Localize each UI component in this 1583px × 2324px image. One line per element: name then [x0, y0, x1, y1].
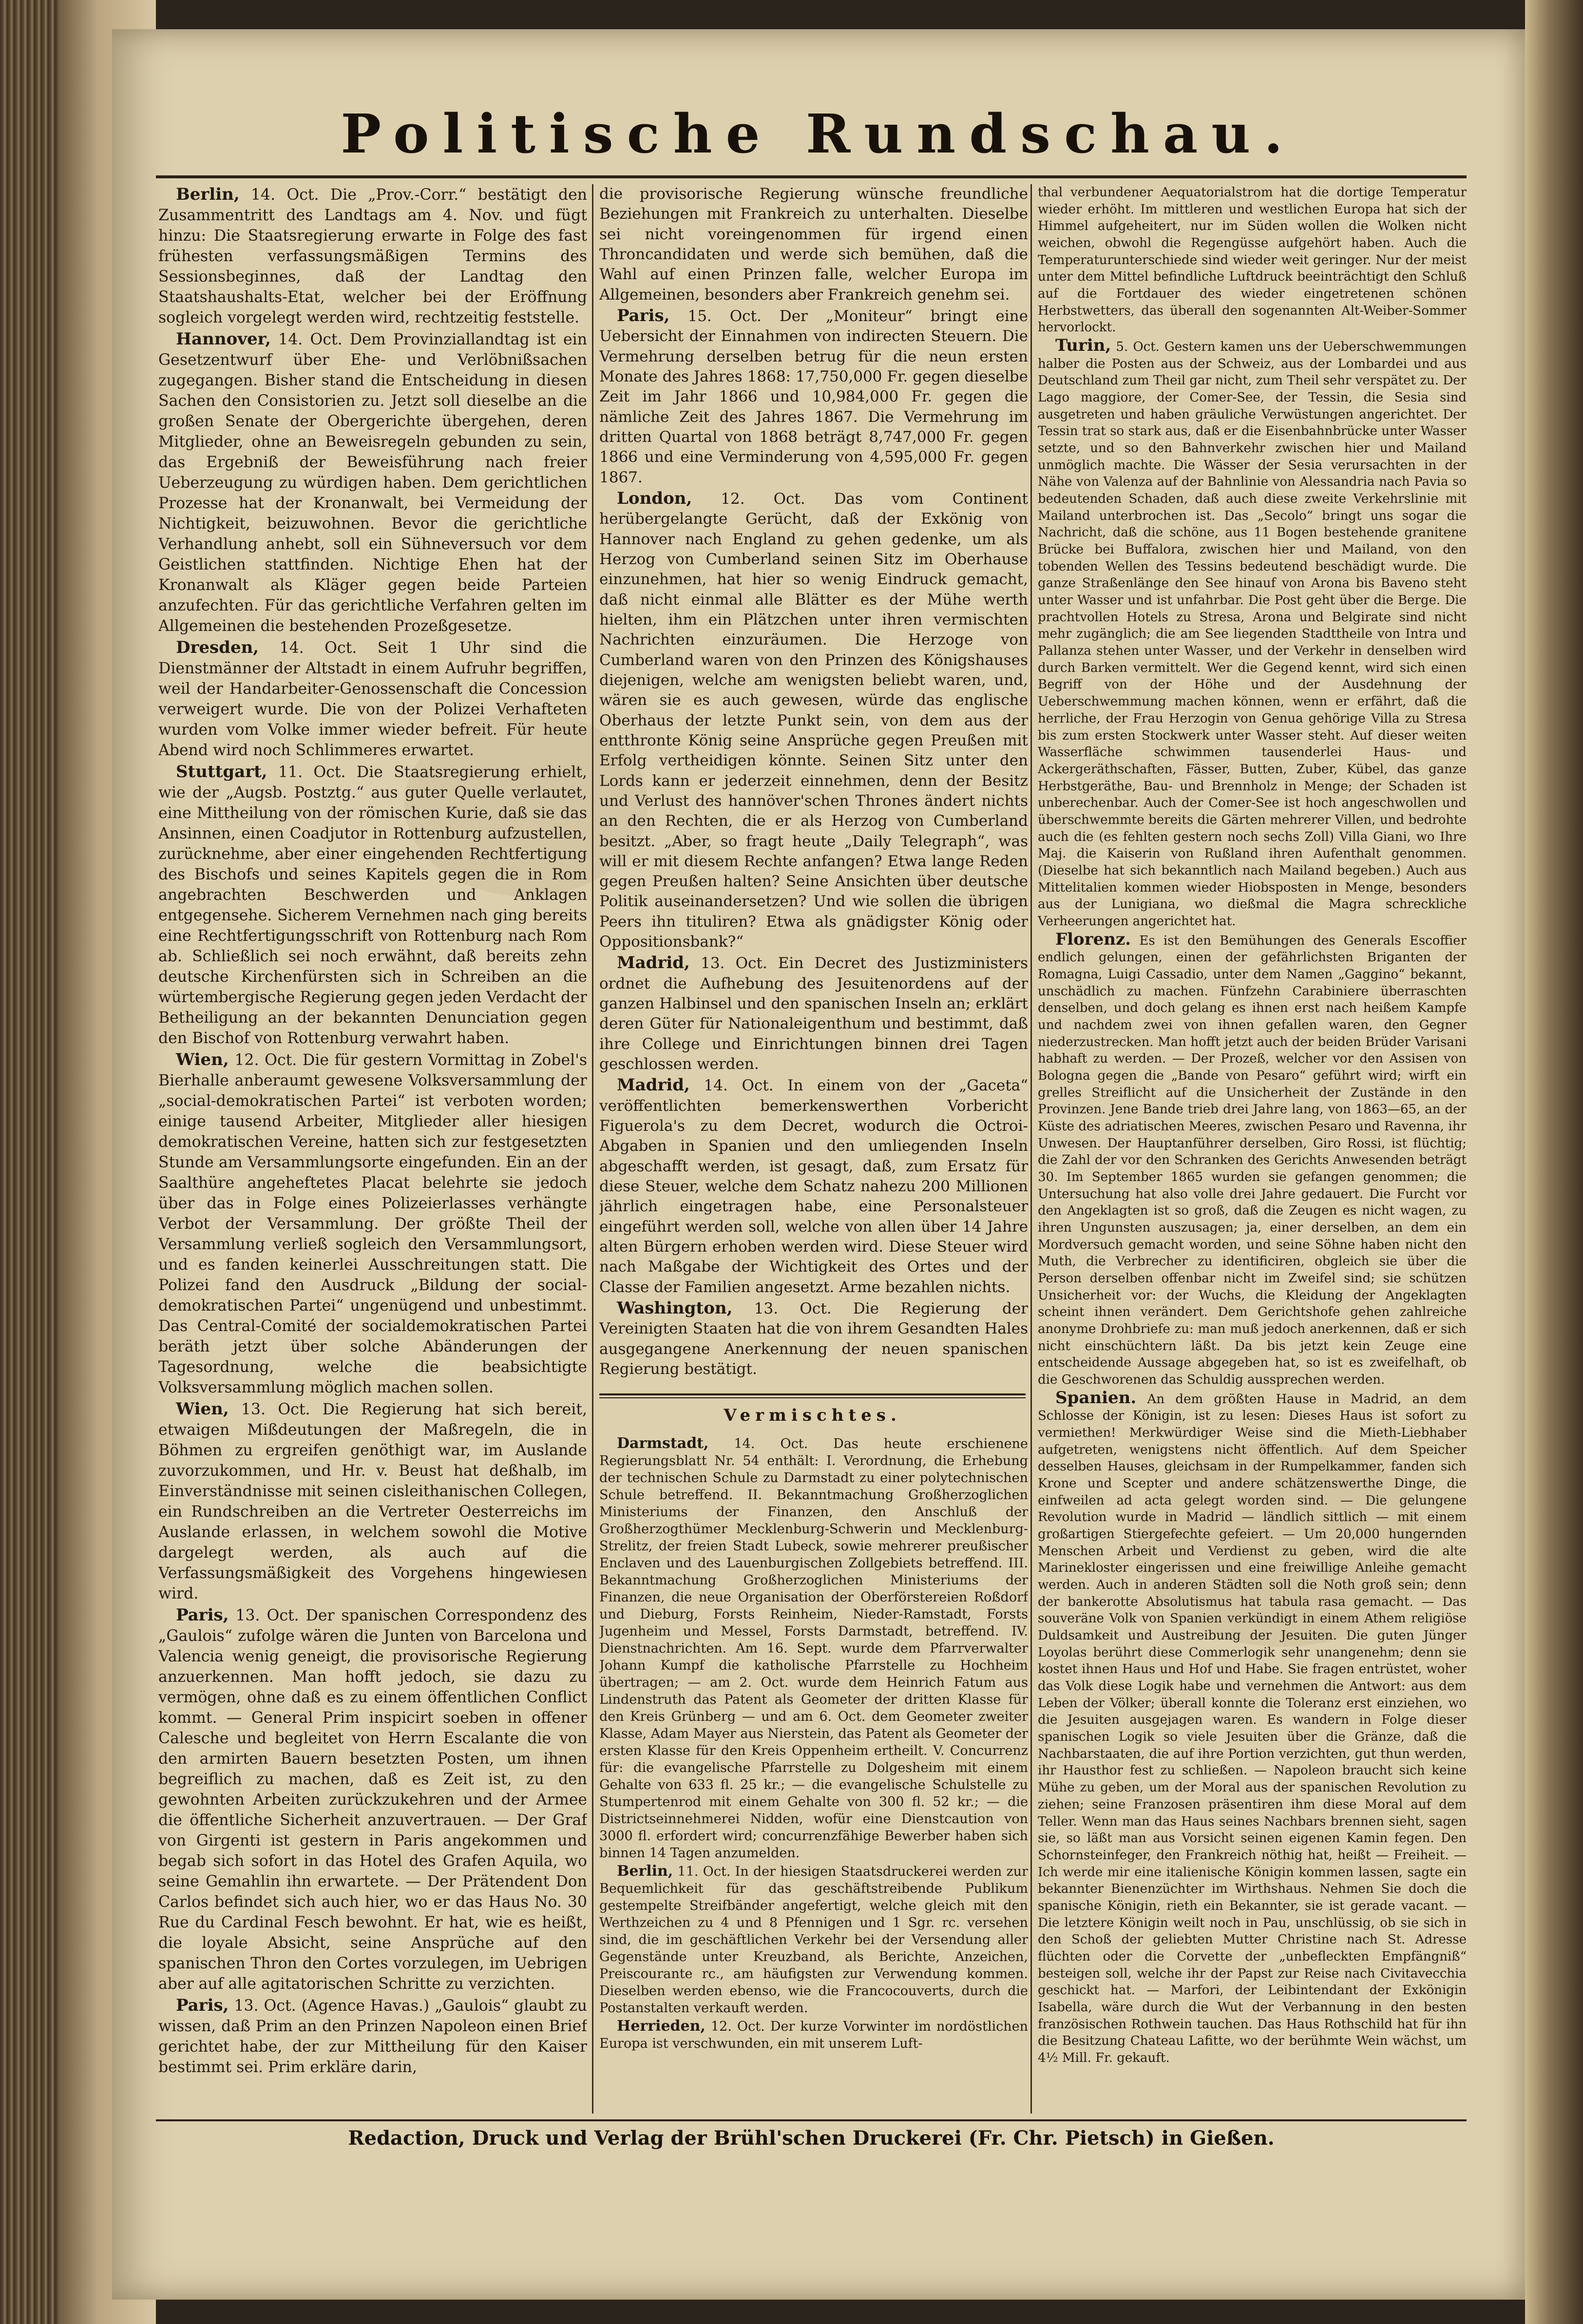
- dateline: Spanien.: [1055, 1388, 1137, 1408]
- column-2: [599, 184, 1028, 1388]
- news-item: [599, 306, 1028, 488]
- column-divider: [592, 184, 593, 2114]
- dateline: Stuttgart,: [176, 762, 267, 781]
- dateline: Herrieden,: [617, 2018, 706, 2035]
- dateline: Dresden,: [176, 638, 259, 657]
- item-text: 13. Oct. Ein Decret des Justizministers ordnet die Aufhebung des Jesuitenordens auf der ganzen Halbinsel und den spanischen Inseln an; erklärt deren Güter für Nationaleigenthum und bestimmt, daß ihre College und Einrichtungen binnen drei Tagen geschlossen werden.: [599, 954, 1028, 1073]
- news-item-continued: [599, 184, 1028, 305]
- item-text: 14. Oct. Das heute erschienene Regierungsblatt Nr. 54 enthält: I. Verordnung, die Erhebung der technischen Schule zu Darmstadt zu einer polytechnischen Schule betreffend. II. Bekanntmachung Großherzoglichen Ministeriums der Finanzen, den Anschluß der Großherzogthümer Mecklenburg-Schwerin und Mecklenburg-Strelitz, der freien Stadt Lubeck, sowie mehrerer preußischer Enclaven und des Lauenburgischen Zollgebiets betreffend. III. Bekanntmachung Großherzoglichen Ministeriums der Finanzen, die neue Organisation der Oberförstereien Roßdorf und Dieburg, Forsts Reinheim, Nieder-Ramstadt, Forsts Jugenheim und Messel, Forsts Darmstadt, betreffend. IV. Dienstnachrichten. Am 16. Sept. wurde dem Pfarrverwalter Johann Kumpf die katholische Pfarrstelle zu Hochheim übertragen; — am 2. Oct. wurde dem Heinrich Fatum aus Lindenstruth das Patent als Geometer der dritten Klasse für den Kreis Grünberg — und am 6. Oct. dem Geometer zweiter Klasse, Adam Mayer aus Nierstein, das Patent als Geometer der ersten Klasse für den Kreis Oppenheim ertheilt. V. Concurrenz für: die evangelische Pfarrstelle zu Dolgesheim mit einem Gehalte von 633 fl. 25 kr.; — die evangelische Schulstelle zu Stumpertenrod mit einem Gehalte von 300 fl. 52 kr.; — die Districtseinnehmerei Nidden, wofür eine Dienstcaution von 3000 fl. erfordert wird; concurrenzfähige Bewerber haben sich binnen 14 Tagen anzumelden.: [599, 1436, 1028, 1861]
- item-text: 12. Oct. Die für gestern Vormittag in Zobel's Bierhalle anberaumt gewesene Volksversammlung der „social-demokratischen Partei“ ist verboten worden; einige tausend Arbeiter, Mitglieder aller hiesigen demokratischen Vereine, hatten sich zur festgesetzten Stunde am Versammlungsorte eingefunden. Ein an der Saalthüre angeheftetes Placat belehrte sie jedoch über das in Folge eines Polizeierlasses verhängte Verbot der Versammlung. Der größte Theil der Versammlung verließ sogleich den Versammlungsort, und es fanden keinerlei Ausschreitungen statt. Die Polizei fand den Ausdruck „Bildung der social-demokratischen Partei“ ungenügend und unbestimmt. Das Central-Comité der socialdemokratischen Partei beräth jetzt über solche Abänderungen der Tagesordnung, welche die beabsichtigte Volksversammlung möglich machen sollen.: [158, 1051, 587, 1396]
- item-text: 5. Oct. Gestern kamen uns der Ueberschwemmungen halber die Posten aus der Schweiz, aus der Lombardei und aus Deutschland zum Theil gar nicht, zum Theil sehr verspätet zu. Der Lago maggiore, der Comer-See, der Tessin, die Sesia sind ausgetreten und haben gräuliche Verwüstungen angerichtet. Der Tessin trat so stark aus, daß er die Eisenbahnbrücke unter Wasser setzte, und so den Bahnverkehr zwischen hier und Mailand unmöglich machte. Die Wässer der Sesia verursachten in der Nähe von Valenza auf der Bahnlinie von Alessandria nach Pavia so bedeutenden Schaden, daß auch diese zweite Verkehrslinie mit Mailand unterbrochen ist. Das „Secolo“ bringt uns sogar die Nachricht, daß die schöne, aus 11 Bogen bestehende granitene Brücke bei Buffalora, zwischen hier und Mailand, von den tobenden Wellen des Tessins bedeutend beschädigt wurde. Die ganze Straßenlänge den See hinauf von Arona bis Baveno steht unter Wasser und ist unfahrbar. Die Post geht über die Berge. Die prachtvollen Hotels zu Stresa, Arona und Belgirate sind nicht mehr zugänglich; die am See liegenden Stadttheile von Intra und Pallanza stehen unter Wasser, und der Verkehr in denselben wird durch Barken vermittelt. Wer die Gegend kennt, wird sich einen Begriff von der Höhe und der Ausdehnung der Ueberschwemmung machen können, wenn er erfährt, daß die herrliche, der Frau Herzogin von Genua gehörige Villa zu Stresa bis zum ersten Stockwerk unter Wasser steht. Auf dieser weiten Wasserfläche schwimmen tausenderlei Haus- und Ackergeräthschaften, Fässer, Butten, Zuber, Kübel, das ganze Herbstgeräthe, Bau- und Brennholz in Menge; der Schaden ist unberechenbar. Auch der Comer-See ist hoch angeschwollen und überschwemmte bereits die Gärten mehrerer Villen, und bedrohte auch die (es fehlten gestern noch sechs Zoll) Villa Giani, wo Ihre Maj. die Kaiserin von Rußland ihren Aufenthalt genommen. (Dieselbe hat sich bekanntlich nach Mailand begeben.) Auch aus Mittelitalien kommen wieder Hiobsposten in Menge, besonders aus der Lunigiana, wo dießmal die Magra schreckliche Verheerungen angerichtet hat.: [1038, 340, 1467, 929]
- footer-rule: [156, 2119, 1467, 2121]
- dateline: Florenz.: [1055, 929, 1131, 949]
- dateline: Paris,: [617, 305, 670, 325]
- news-item: [158, 1605, 587, 1994]
- dateline: Washington,: [617, 1298, 733, 1318]
- newspaper-page: [112, 29, 1525, 2300]
- item-text: 14. Oct. Die „Prov.-Corr.“ bestätigt den Zusammentritt des Landtags am 4. Nov. und fügt hinzu: Die Staatsregierung erwarte in Folge des fast frühesten verfassungsmäßigen Termins des Sessionsbeginnes, daß der Landtag den Staatshaushalts-Etat, welcher bei der Eröffnung sogleich vorgelegt werden wird, rechtzeitig feststelle.: [158, 186, 587, 326]
- dateline: Wien,: [176, 1050, 229, 1069]
- item-text: 14. Oct. Seit 1 Uhr sind die Dienstmänner der Altstadt in einem Aufruhr begriffen, weil der Handarbeiter-Genossenschaft die Concession verweigert wurde. Die von der Polizei Verhafteten wurden vom Volke immer wieder befreit. Für heute Abend wird noch Schlimmeres erwartet.: [158, 639, 587, 759]
- dateline: Berlin,: [617, 1863, 673, 1880]
- dateline: Berlin,: [176, 185, 240, 204]
- news-item: [599, 489, 1028, 952]
- news-item: [158, 329, 587, 636]
- facing-page-edge: [1525, 0, 1583, 2324]
- item-text: Es ist den Bemühungen des Generals Escoffier endlich gelungen, einen der gefährlichsten Briganten der Romagna, Luigi Cassadio, unter dem Namen „Gaggino“ bekannt, unschädlich zu machen. Fünfzehn Carabiniere überraschten denselben, und doch gelang es ihnen erst nach heißem Kampfe und nachdem zwei von ihnen gefallen waren, den Gegner niederzustrecken. Man hofft jetzt auch der beiden Brüder Varisani habhaft zu werden. — Der Prozeß, welcher vor den Assisen von Bologna gegen die „Bande von Pesaro“ geführt wird; wirft ein grelles Streiflicht auf die Unsicherheit der Zustände in den Provinzen. Jene Bande trieb drei Jahre lang, von 1863—65, an der Küste des adriatischen Meeres, zwischen Pesaro und Ravenna, ihr Unwesen. Der Hauptanführer derselben, Giro Rossi, ist flüchtig; die Zahl der vor den Schranken des Gerichts Anwesenden beträgt 30. Im September 1865 wurden sie gefangen genommen; die Untersuchung hat also volle drei Jahre gedauert. Die Furcht vor den Angeklagten ist so groß, daß die Zeugen es nicht wagen, zu ihren Ungunsten auszusagen; ja, einer derselben, an dem ein Mordversuch gemacht worden, und seine Söhne haben nicht den Muth, die Verbrecher zu identificiren, obgleich sie über die Person derselben offenbar nicht im Zweifel sind; sie schützen Unsicherheit vor: der Wuchs, die Kleidung der Angeklagten scheint ihnen verändert. Dem Gerichtshofe gehen zahlreiche anonyme Drohbriefe zu: man muß jedoch anerkennen, daß er sich nicht einschüchtern läßt. Da bis jetzt kein Zeuge eine entscheidende Aussage abgegeben hat, so ist es zweifelhaft, ob die Geschworenen das Schuldig aussprechen werden.: [1038, 933, 1467, 1388]
- news-item: [1038, 931, 1467, 1389]
- dateline: Madrid,: [617, 953, 690, 973]
- book-page-stack: [0, 0, 58, 2324]
- item-text: 13. Oct. Die Regierung hat sich bereit, etwaigen Mißdeutungen der Maßregeln, die in Böhmen zu ergreifen genöthigt war, im Auslande zuvorzukommen, und Hr. v. Beust hat deßhalb, im Einverständnisse mit seinen cisleithanischen Collegen, ein Rundschreiben an die Vertreter Oesterreichs im Auslande erlassen, in welchem sowohl die Motive dargelegt werden, als auch auf die Verfassungsmäßigkeit des Vorgehens hingewiesen wird.: [158, 1401, 587, 1602]
- news-item: [599, 1298, 1028, 1379]
- news-item: [158, 1995, 587, 2077]
- dateline: Paris,: [176, 1605, 229, 1625]
- vermischtes-column: [599, 1435, 1028, 2112]
- column-1: [158, 184, 587, 2114]
- news-item: [158, 184, 587, 328]
- dateline: Hannover,: [176, 329, 271, 349]
- news-item: [599, 1435, 1028, 1862]
- news-item: [158, 1399, 587, 1604]
- news-item: [158, 1049, 587, 1398]
- item-text: 13. Oct. Die Regierung der Vereinigten Staaten hat die von ihrem Gesandten Hales ausgegangene Anerkennung der neuen spanischen Regierung bestätigt.: [599, 1300, 1028, 1378]
- item-text: 13. Oct. (Agence Havas.) „Gaulois“ glaubt zu wissen, daß Prim an den Prinzen Napoleon einen Brief gerichtet habe, der zur Mittheilung für den Kaiser bestimmt sei. Prim erkläre darin,: [158, 1997, 587, 2076]
- news-item: [599, 953, 1028, 1074]
- item-text: 14. Oct. In einem von der „Gaceta“ veröffentlichten bemerkenswerthen Vorbericht Figuerola's zu dem Decret, wodurch die Octroi-Abgaben in Spanien und den umliegenden Inseln abgeschafft werden, ist gesagt, daß, zum Ersatz für diese Steuer, welche dem Schatz nahezu 200 Millionen jährlich eingetragen habe, eine Personalsteuer eingeführt werden soll, welche von allen über 14 Jahre alten Bürgern erhoben werden wird. Diese Steuer wird nach Maßgabe der Wichtigkeit des Ortes und der Classe der Familien angesetzt. Arme bezahlen nichts.: [599, 1077, 1028, 1296]
- item-text: die provisorische Regierung wünsche freundliche Beziehungen mit Frankreich zu unterhalten. Dieselbe sei nicht voreingenommen für irgend einen Throncandidaten und werde sich bemühen, daß die Wahl auf einen Prinzen falle, welcher Europa im Allgemeinen, besonders aber Frankreich genehm sei.: [599, 185, 1028, 304]
- dateline: Paris,: [176, 1996, 229, 2015]
- item-text: 12. Oct. Der kurze Vorwinter im nordöstlichen Europa ist verschwunden, ein mit unserem Luft-: [599, 2019, 1028, 2051]
- news-item: [158, 762, 587, 1048]
- news-item: [158, 637, 587, 761]
- news-item: [1038, 1390, 1467, 2067]
- dateline: Wien,: [176, 1399, 229, 1419]
- column-3: [1038, 184, 1467, 2114]
- news-item: [1038, 337, 1467, 930]
- column-divider: [1030, 184, 1032, 2114]
- section-divider: [599, 1397, 1026, 1398]
- news-item: [599, 2018, 1028, 2052]
- news-item: [599, 1863, 1028, 2017]
- dateline: Darmstadt,: [617, 1435, 709, 1452]
- item-text: An dem größten Hause in Madrid, an dem Schlosse der Königin, ist zu lesen: Dieses Haus ist sofort zu vermiethen! Merkwürdiger Weise sind die Mieth-Liebhaber aufgetreten, wenigstens nicht öffentlich. Auf dem Speicher desselben Hauses, gleichsam in der Rumpelkammer, fanden sich Krone und Scepter und andere schätzenswerthe Dinge, die einfweilen ad acta gelegt worden sind. — Die gelungene Revolution wurde in Madrid — ländlich sittlich — mit einem großartigen Stiergefechte gefeiert. — Um 20,000 hungernden Menschen Arbeit und Verdienst zu geben, wird die alte Marinekloster eingerissen und eine freiwillige Anleihe gemacht werden. Auch in anderen Städten soll die Noth groß sein; denn der bankerotte Absolutismus hat tabula rasa gemacht. — Das souveräne Volk von Spanien verkündigt in einem Athem religiöse Duldsamkeit und Austreibung der Jesuiten. Die guten Jünger Loyolas berührt diese Commerlogik sehr unangenehm; denn sie kostet ihnen Haus und Hof und Habe. Sie fragen entrüstet, woher das Volk diese Logik habe und vernehmen die Antwort: aus dem Leben der Völker; überall konnte die Toleranz erst einziehen, wo die Jesuiten ausgejagen waren. Es wandern in Folge dieser spanischen Logik so viele Jesuiten über die Gränze, daß die Nachbarstaaten, die auf ihre Portion verzichten, gut thun werden, ihr Hausthor fest zu schließen. — Napoleon braucht sich keine Mühe zu geben, um der Moral aus der spanischen Revolution zu ziehen; seine Franzosen präsentiren ihm diese Moral auf dem Teller. Wenn man das Haus seines Nachbars brennen sieht, sagen sie, so läßt man aus Vorsicht seinen eigenen Kamin fegen. Den Schornsteinfeger, den Frankreich nöthig hat, heißt — Freiheit. — Ich werde mir eine italienische Königin kommen lassen, sagte ein bekannter Bienenzüchter im Wirthshaus. Nehmen Sie doch die spanische Königin, rieth ein Bekannter, sie ist gerade vacant. — Die letztere Königin weilt noch in Pau, unschlüssig, ob sie sich in den Schoß der geliebten Mutter Christine nach St. Adresse flüchten oder die Corvette der „unbefleckten Empfängniß“ besteigen soll, welche ihr der Papst zur Reise nach Civitavecchia geschickt hat. — Marfori, der Leibintendant der Exkönigin Isabella, wäre durch die Wut der Verbannung in den besten französischen Rothwein tauchen. Das Haus Rothschild hat für ihn die Besitzung Chateau Lafitte, wo der berühmte Wein wächst, um 4½ Mill. Fr. gekauft.: [1038, 1391, 1467, 2065]
- section-title: Politische Rundschau.: [341, 102, 1297, 165]
- item-text: 11. Oct. In der hiesigen Staatsdruckerei werden zur Bequemlichkeit für das geschäftstreibende Publikum gestempelte Streifbänder angefertigt, welche gleich mit den Werthzeichen zu 4 und 8 Pfennigen und 1 Sgr. rc. versehen sind, die im geschäftlichen Verkehr bei der Versendung aller Gegenstände unter Kreuzband, als Berichte, Anzeichen, Preiscourante rc., am häufigsten zur Verwendung kommen. Dieselben werden ebenso, wie die Francocouverts, durch die Postanstalten verkauft werden.: [599, 1864, 1028, 2016]
- news-item: [599, 1075, 1028, 1297]
- item-text: 15. Oct. Der „Moniteur“ bringt eine Uebersicht der Einnahmen von indirecten Steuern. Die Vermehrung derselben betrug für die neun ersten Monate des Jahres 1868: 17,750,000 Fr. gegen dieselbe Zeit im Jahr 1866 und 10,984,000 Fr. gegen die nämliche Zeit des Jahres 1867. Die Vermehrung im dritten Quartal von 1868 beträgt 8,747,000 Fr. gegen 1866 und eine Verminderung von 4,595,000 Fr. gegen 1867.: [599, 307, 1028, 486]
- item-text: 14. Oct. Dem Provinziallandtag ist ein Gesetzentwurf über Ehe- und Verlöbnißsachen zugegangen. Bisher stand die Entscheidung in diesen Sachen den Consistorien zu. Jetzt soll dieselbe an die großen Senate der Obergerichte übergehen, deren Mitglieder, ohne an Beweisregeln gebunden zu sein, das Ergebniß der Beweisführung nach freier Ueberzeugung zu würdigen haben. Dem gerichtlichen Prozesse hat der Kronanwalt, bei Vermeidung der Nichtigkeit, beizuwohnen. Bevor die gerichtliche Verhandlung anhebt, soll ein Sühneversuch vor dem Geistlichen stattfinden. Nichtige Ehen hat der Kronanwalt als Kläger gegen beide Parteien anzufechten. Für das gerichtliche Verfahren gelten im Allgemeinen die bestehenden Prozeßgesetze.: [158, 331, 587, 635]
- title-rule: [156, 175, 1467, 178]
- dateline: Madrid,: [617, 1075, 690, 1095]
- item-text: 11. Oct. Die Staatsregierung erhielt, wie der „Augsb. Postztg.“ aus guter Quelle verlautet, eine Mittheilung von der römischen Kurie, daß sie das Ansinnen, einen Coadjutor in Rottenburg aufzustellen, zurücknehme, aber einer eingehenden Rechtfertigung des Bischofs und seines Kapitels gegen die in Rom angebrachten Beschwerden und Anklagen entgegensehe. Sicherem Vernehmen nach ging bereits eine Rechtfertigungsschrift von Rottenburg nach Rom ab. Schließlich sei noch erwähnt, daß bereits zehn deutsche Kirchenfürsten sich in Schreiben an die würtembergische Regierung gegen jeden Verdacht der Betheiligung an der bekannten Denunciation gegen den Bischof von Rottenburg verwahrt haben.: [158, 763, 587, 1047]
- news-item-continued: [1038, 184, 1467, 336]
- item-text: 12. Oct. Das vom Continent herübergelangte Gerücht, daß der Exkönig von Hannover nach England zu gehen gedenke, um als Herzog von Cumberland seinen Sitz im Oberhause einzunehmen, hat hier so wenig Eindruck gemacht, daß nicht einmal alle Blätter es der Mühe werth hielten, ihm ein Plätzchen unter ihren vermischten Nachrichten einzuräumen. Die Herzoge von Cumberland waren von den Prinzen des Königshauses diejenigen, welche am wenigsten beliebt waren, und, wären sie es auch gewesen, würde das englische Oberhaus der letzte Punkt sein, von dem aus der entthronte König seine Ansprüche gegen Preußen mit Erfolg vertheidigen könnte. Seinen Sitz unter den Lords kann er jederzeit einnehmen, denn der Besitz und Verlust des hannöver'schen Thrones ändert nichts an den Rechten, die er als Herzog von Cumberland besitzt. „Aber, so fragt heute „Daily Telegraph“, was will er mit diesem Rechte anfangen? Etwa lange Reden gegen Preußen halten? Seine Ansichten über deutsche Politik auseinandersetzen? Und wie sollen die übrigen Peers ihn tituliren? Etwa als gnädigster König oder Oppositionsbank?“: [599, 490, 1028, 951]
- item-text: thal verbundener Aequatorialstrom hat die dortige Temperatur wieder erhöht. Im mittleren und westlichen Europa hat sich der Himmel aufgeheitert, nur im Süden wollen die Wolken nicht weichen, obwohl die Regengüsse aufgehört haben. Auch die Temperaturunterschiede sind wieder weit geringer. Nur der meist unter dem Mittel befindliche Luftdruck beeinträchtigt den Schluß auf die Fortdauer des wieder eingetretenen schönen Herbstwetters, das überall den sogenannten Alt-Weiber-Sommer hervorlockt.: [1038, 185, 1467, 335]
- dateline: Turin,: [1055, 336, 1111, 356]
- section-divider: [599, 1393, 1026, 1395]
- imprint-line: Redaction, Druck und Verlag der Brühl'schen Druckerei (Fr. Chr. Pietsch) in Gießen.: [348, 2127, 1275, 2150]
- dateline: London,: [617, 488, 692, 508]
- vermischtes-heading: Vermischtes.: [724, 1406, 901, 1425]
- item-text: 13. Oct. Der spanischen Correspondenz des „Gaulois“ zufolge wären die Junten von Barcelona und Valencia wenig geneigt, die provisorische Regierung anzuerkennen. Man hofft jedoch, sie dazu zu vermögen, ohne daß es zu einem öffentlichen Conflict kommt. — General Prim inspicirt soeben in offener Calesche und begleitet von Herrn Escalante die von den armirten Bauern besetzten Posten, um ihnen begreiflich zu machen, daß es Zeit ist, zu den gewohnten Arbeiten zurückzukehren und der Armee die öffentliche Sicherheit anzuvertrauen. — Der Graf von Girgenti ist gestern in Paris angekommen und begab sich sofort in das Hotel des Grafen Aquila, wo seine Gemahlin ihn erwartete. — Der Prätendent Don Carlos befindet sich auch hier, wo er das Haus No. 30 Rue du Cardinal Fesch bewohnt. Er hat, wie es heißt, die loyale Absicht, seine Ansprüche auf den spanischen Thron den Cortes vorzulegen, im Uebrigen aber auf alle agitatorischen Schritte zu verzichten.: [158, 1607, 587, 1993]
